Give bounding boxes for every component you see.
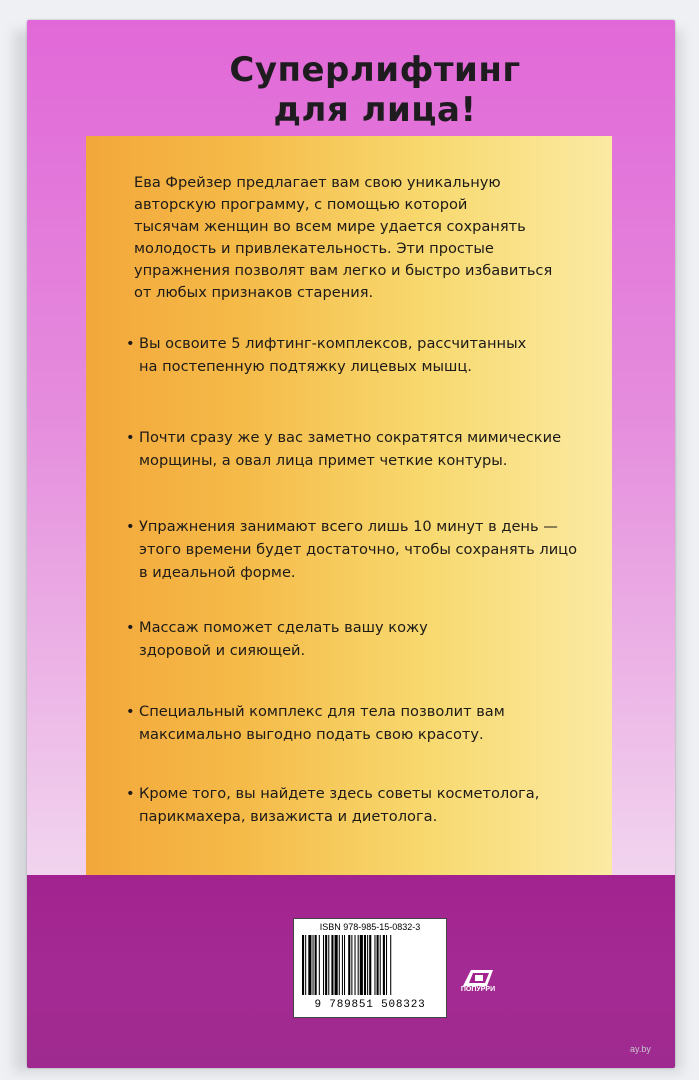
book-title [27,50,675,130]
intro-line: молодость и привлекательность. Эти простые [134,240,494,257]
barcode-stripe [390,935,391,995]
bullet-dot: • [126,703,135,720]
barcode [293,918,447,1018]
barcode-stripe [360,935,363,995]
barcode-digits: 9 789851 508323 [314,999,426,1011]
bullet-line: Кроме того, вы найдете здесь советы косметолога, [139,785,540,802]
bullet-line: морщины, а овал лица примет четкие контуры. [139,452,508,469]
barcode-stripe [380,935,381,995]
intro-line: Ева Фрейзер предлагает вам свою уникальную [134,174,501,191]
barcode-stripe [323,935,324,995]
bullet-line: в идеальной форме. [139,564,296,581]
barcode-stripe [325,935,327,995]
barcode-stripe [374,935,375,995]
bullet-line: Массаж поможет сделать вашу кожу [139,619,428,636]
intro-line: авторскую программу, с помощью которой [134,196,468,213]
bullet-line: этого времени будет достаточно, чтобы сохранять лицо [139,541,578,558]
publisher-name: ПОПУРРИ [460,986,496,993]
intro-paragraph [134,172,594,304]
barcode-stripe [342,935,343,995]
title-line: для лица! [273,90,477,130]
barcode-stripe [328,935,329,995]
bullet-dot: • [126,785,135,802]
barcode-stripe [302,935,304,995]
text-panel [86,136,612,904]
title-line: Суперлифтинг [229,50,521,90]
barcode-stripe [367,935,368,995]
barcode-stripe [355,935,356,995]
bullet-line: Упражнения занимают всего лишь 10 минут в день — [139,518,558,535]
bullet-dot: • [126,335,135,352]
barcode-stripe [377,935,379,995]
bullet-line: Специальный комплекс для тела позволит вам [139,703,505,720]
bullet-dot: • [126,429,135,446]
barcode-stripe [386,935,387,995]
barcode-stripe [305,935,306,995]
bullet-dot: • [126,619,135,636]
bullet-line: парикмахера, визажиста и диетолога. [139,808,438,825]
barcode-stripe [369,935,371,995]
barcode-stripe [308,935,311,995]
barcode-stripe [364,935,366,995]
barcode-bars [302,935,438,995]
watermark: ay.by [630,1044,651,1054]
barcode-stripe [313,935,314,995]
barcode-stripe [351,935,352,995]
bullet-dot: • [126,518,135,535]
book-back-cover [27,20,675,1068]
bullet-line: Вы освоите 5 лифтинг-комплексов, рассчитанных [139,335,527,352]
barcode-stripe [331,935,333,995]
intro-line: тысячам женщин во всем мире удается сохранять [134,218,526,235]
barcode-stripe [348,935,350,995]
barcode-stripe [358,935,359,995]
barcode-stripe [319,935,320,995]
bullet-line: здоровой и сияющей. [139,642,306,659]
barcode-stripe [344,935,345,995]
bullet-line: максимально выгодно подать свою красоту. [139,726,484,743]
intro-line: упражнения позволят вам легко и быстро избавиться [134,262,553,279]
intro-line: от любых признаков старения. [134,284,374,301]
bullet-line: Почти сразу же у вас заметно сократятся мимические [139,429,562,446]
bullet-line: на постепенную подтяжку лицевых мышц. [139,358,472,375]
barcode-stripe [339,935,340,995]
isbn-label: ISBN 978-985-15-0832-3 [319,922,421,932]
barcode-stripe [315,935,317,995]
barcode-stripe [383,935,385,995]
barcode-stripe [335,935,338,995]
